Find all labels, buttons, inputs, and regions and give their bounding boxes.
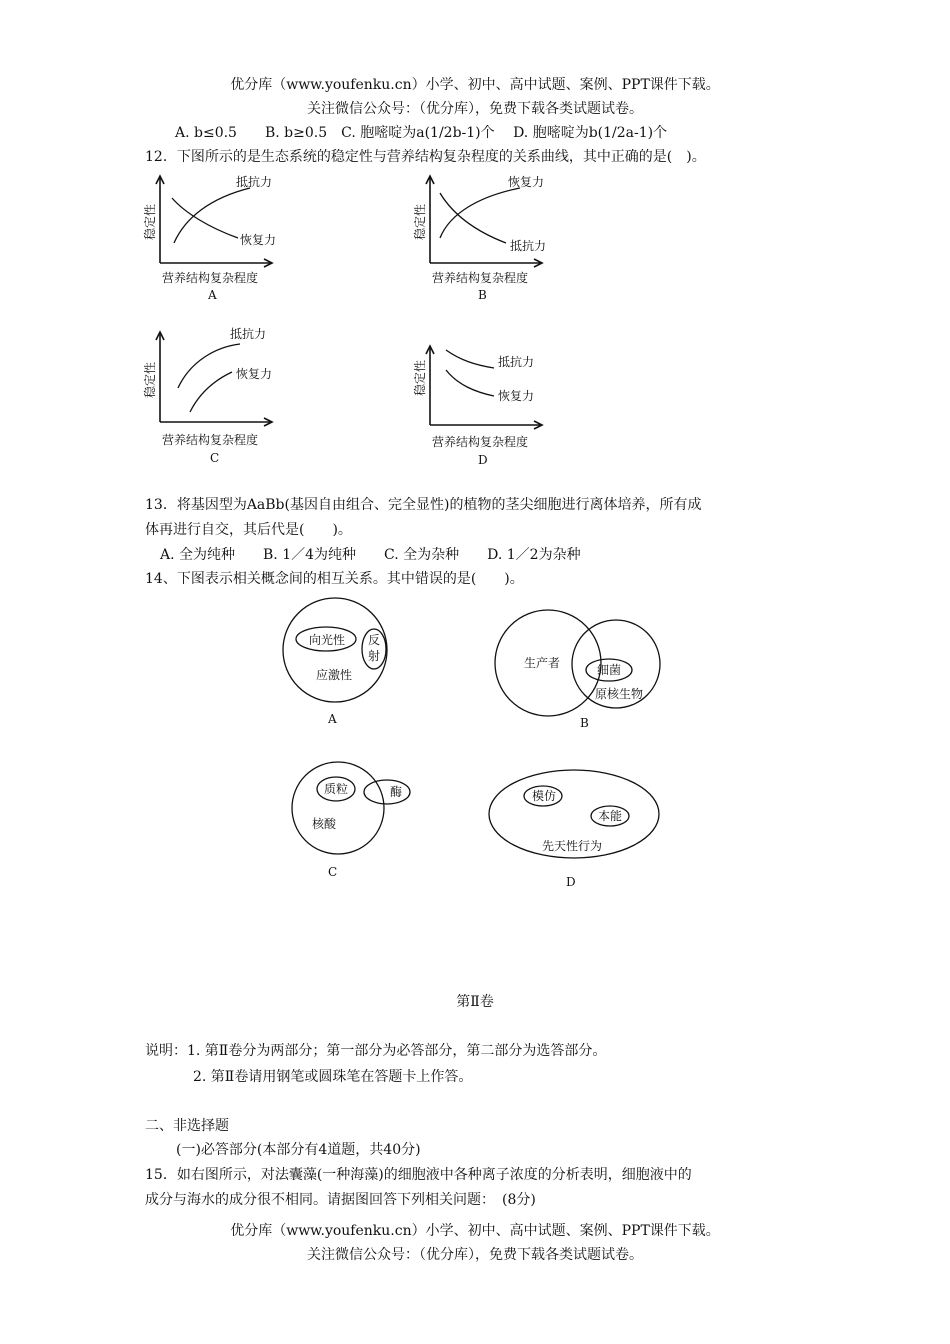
part2-note-2: 2. 第Ⅱ卷请用钢笔或圆珠笔在答题卡上作答。 (193, 1069, 473, 1085)
x-label: 营养结构复杂程度 (162, 271, 259, 285)
venn-label-b: B (580, 716, 589, 730)
in1-label: 质粒 (324, 782, 349, 796)
graph-label-a: A (208, 288, 217, 302)
q12-stem: 12．下图所示的是生态系统的稳定性与营养结构复杂程度的关系曲线，其中正确的是( )。 (145, 149, 706, 165)
resistance-curve (178, 344, 240, 388)
q14-venn-c (284, 758, 424, 882)
q14-venn-a (280, 592, 400, 732)
recovery-label: 恢复力 (498, 389, 535, 403)
y-label: 稳定性 (413, 359, 427, 396)
section-subtitle: (一)必答部分(本部分有4道题，共40分) (176, 1142, 421, 1158)
y-label: 稳定性 (413, 203, 427, 240)
right-label: 原核生物 (595, 687, 644, 701)
q14-venn-b (488, 608, 668, 734)
q12-graph-b (410, 168, 580, 308)
header-line-2: 关注微信公众号：（优分库），免费下载各类试题试卷。 (307, 101, 643, 117)
resistance-curve (174, 188, 250, 243)
recovery-label: 恢复力 (236, 367, 273, 381)
side-ellipse (364, 780, 410, 804)
x-label: 营养结构复杂程度 (432, 271, 529, 285)
header-line-1: 优分库（www.youfenku.cn）小学、初中、高中试题、案例、PPT课件下载。 (230, 77, 720, 93)
outer-label: 先天性行为 (542, 839, 603, 853)
venn-label-c: C (328, 865, 338, 879)
resistance-label: 抵抗力 (498, 355, 535, 369)
in2a-label: 反 (368, 633, 381, 647)
footer-line-2: 关注微信公众号：（优分库），免费下载各类试题试卷。 (307, 1247, 643, 1263)
q13-options: A. 全为纯种 B. 1／4为纯种 C. 全为杂种 D. 1／2为杂种 (160, 547, 581, 563)
resistance-label: 抵抗力 (230, 327, 267, 341)
outer-label: 应激性 (316, 668, 353, 682)
mid-label: 细菌 (597, 663, 622, 677)
q12-graph-d (410, 340, 580, 470)
outer-label: 核酸 (312, 817, 337, 831)
y-label: 稳定性 (143, 361, 157, 398)
resistance-curve (446, 350, 494, 368)
q13-stem-2: 体再进行自交，其后代是( )。 (145, 522, 352, 538)
q15-stem-2: 成分与海水的成分很不相同。请据图回答下列相关问题： (8分) (145, 1192, 536, 1208)
x-label: 营养结构复杂程度 (162, 433, 259, 447)
in1-label: 模仿 (532, 789, 557, 803)
recovery-curve (172, 198, 238, 238)
x-label: 营养结构复杂程度 (432, 435, 529, 449)
resistance-label: 抵抗力 (510, 239, 547, 253)
venn-label-d: D (566, 875, 576, 889)
side-label: 酶 (390, 785, 403, 799)
q13-stem-1: 13．将基因型为AaBb(基因自由组合、完全显性)的植物的茎尖细胞进行离体培养，所有成 (145, 497, 702, 513)
in1-label: 向光性 (309, 633, 346, 647)
q11-options: A. b≤0.5 B. b≥0.5 C. 胞嘧啶为a(1/2b-1)个 D. 胞嘧啶为b(1/2a-1)个 (175, 125, 668, 141)
y-label: 稳定性 (143, 203, 157, 240)
footer-line-1: 优分库（www.youfenku.cn）小学、初中、高中试题、案例、PPT课件下载。 (230, 1223, 720, 1239)
in2-label: 本能 (598, 809, 623, 823)
q12-graph-a (140, 168, 300, 308)
graph-label-c: C (210, 451, 220, 465)
section-title: 二、非选择题 (145, 1118, 229, 1134)
graph-label-d: D (478, 453, 488, 467)
in2b-label: 射 (368, 649, 381, 663)
resistance-curve (440, 193, 506, 243)
q14-stem: 14、下图表示相关概念间的相互关系。其中错误的是( )。 (145, 571, 524, 587)
resistance-label: 抵抗力 (236, 175, 273, 189)
part2-title: 第Ⅱ卷 (456, 994, 494, 1010)
q15-stem-1: 15．如右图所示，对法囊藻(一种海藻)的细胞液中各种离子浓度的分析表明，细胞液中的 (145, 1167, 692, 1183)
q14-venn-d (488, 766, 678, 890)
recovery-curve (190, 372, 232, 412)
part2-note-1: 说明：1. 第Ⅱ卷分为两部分；第一部分为必答部分，第二部分为选答部分。 (145, 1043, 607, 1059)
recovery-label: 恢复力 (240, 233, 277, 247)
venn-label-a: A (328, 712, 337, 726)
q12-graph-c (140, 322, 300, 468)
outer-circle (292, 762, 384, 854)
graph-label-b: B (478, 288, 487, 302)
recovery-curve (446, 370, 494, 396)
recovery-label: 恢复力 (508, 175, 545, 189)
left-label: 生产者 (524, 656, 561, 670)
